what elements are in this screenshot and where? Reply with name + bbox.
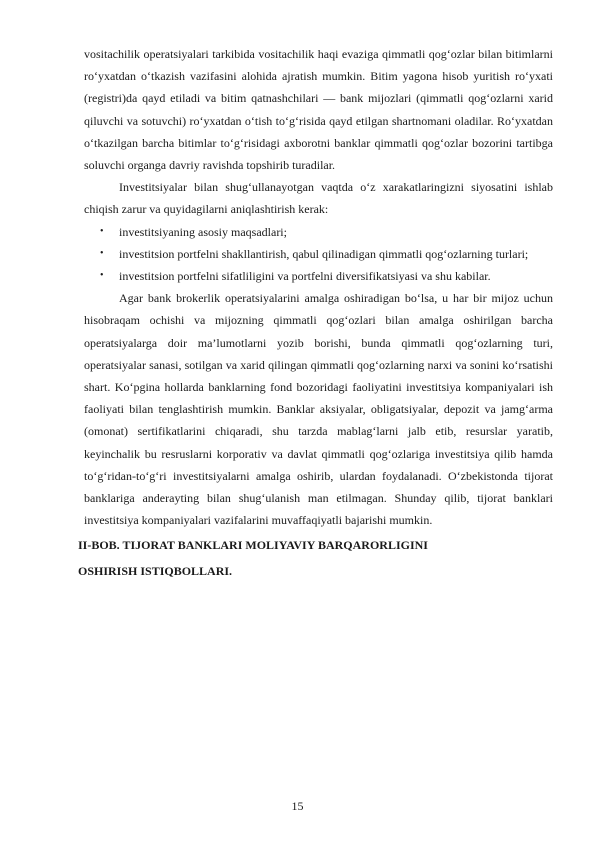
chapter-heading [78,531,558,584]
paragraph-investment-policy: Investitsiyalar bilan shug‘ullanayotgan vaqtda o‘z xarakatlaringizni siyosatini ishlab chiqish zarur va quyidagilarni aniqlashtirish kerak: [84,180,553,217]
bullet-item [84,221,553,243]
bullet-marker: • [100,225,104,237]
bullet-text: investitsiyaning asosiy maqsadlari; [119,224,287,239]
bullet-item [84,265,553,287]
paragraph-intro: vositachilik operatsiyalari tarkibida vositachilik haqi evaziga qimmatli qog‘ozlar bilan bitimlarni ro‘yxatdan o‘tkazish vazifasini alohida ajratish mumkin. Bitim yagona hisob yuritish ro‘yxati (registri)da qayd etiladi va bitim qatnashchilari — bank mijozlari (qimmatli qog‘ozlarni xarid qiluvchi va sotuvchi) ro‘yxatdan o‘tish to‘g‘risida qayd etilgan shartnomani oladilar. Ro‘yxatdan o‘tkazilgan barcha bitimlar to‘g‘risidagi axborotni banklar qimmatli qog‘ozlar bozorini tartibga soluvchi organga davriy ravishda topshirib turadilar. [84,47,553,173]
bullet-text: investitsion portfelni shakllantirish, qabul qilinadigan qimmatli qog‘ozlarning turlari; [119,246,529,261]
page-content [78,43,553,584]
page-number: 15 [291,799,304,813]
bullet-marker: • [100,247,104,259]
bullet-marker: • [100,270,104,282]
chapter-heading-line-2: OSHIRISH ISTIQBOLLARI. [78,564,233,579]
paragraph-brokerage: Agar bank brokerlik operatsiyalarini amalga oshiradigan bo‘lsa, u har bir mijoz uchun hisobraqam ochishi va mijozning qimmatli qog‘ozlari bilan amalga oshirilgan barcha operatsiyalarga doir ma’lumotlarni yozib borishi, bunda qimmatli qog‘ozlarning turi, operatsiyalar sanasi, sotilgan va xarid qilingan qimmatli qog‘ozlarning narxi va sonini ko‘rsatishi shart. Ko‘pgina hollarda banklarning fond bozoridagi faoliyatini investitsiya kompaniyalari ish faoliyati bilan tenglashtirish mumkin. Banklar aksiyalar, obligatsiyalar, depozit va jamg‘arma (omonat) sertifikatlarini chiqaradi, shu tarzda mablag‘larni jalb etib, resurslar yaratib, keyinchalik bu resruslarni korporativ va davlat qimmatli qog‘ozlariga investitsiya qilib hamda to‘g‘ridan-to‘g‘ri investitsiyalarni amalga oshirib, ulardan foydalanadi. O‘zbekistonda tijorat banklariga anderayting bilan shug‘ulanish man etilmagan. Shunday qilib, tijorat banklari investitsiya kompaniyalari vazifalarini muvaffaqiyatli bajarishi mumkin. [84,291,553,528]
bullet-item [84,243,553,265]
chapter-heading-line-1: II-BOB. TIJORAT BANKLARI MOLIYAVIY BARQARORLIGINI [78,538,428,553]
bullet-text: investitsion portfelni sifatliligini va portfelni diversifikatsiyasi va shu kabilar. [119,269,491,284]
